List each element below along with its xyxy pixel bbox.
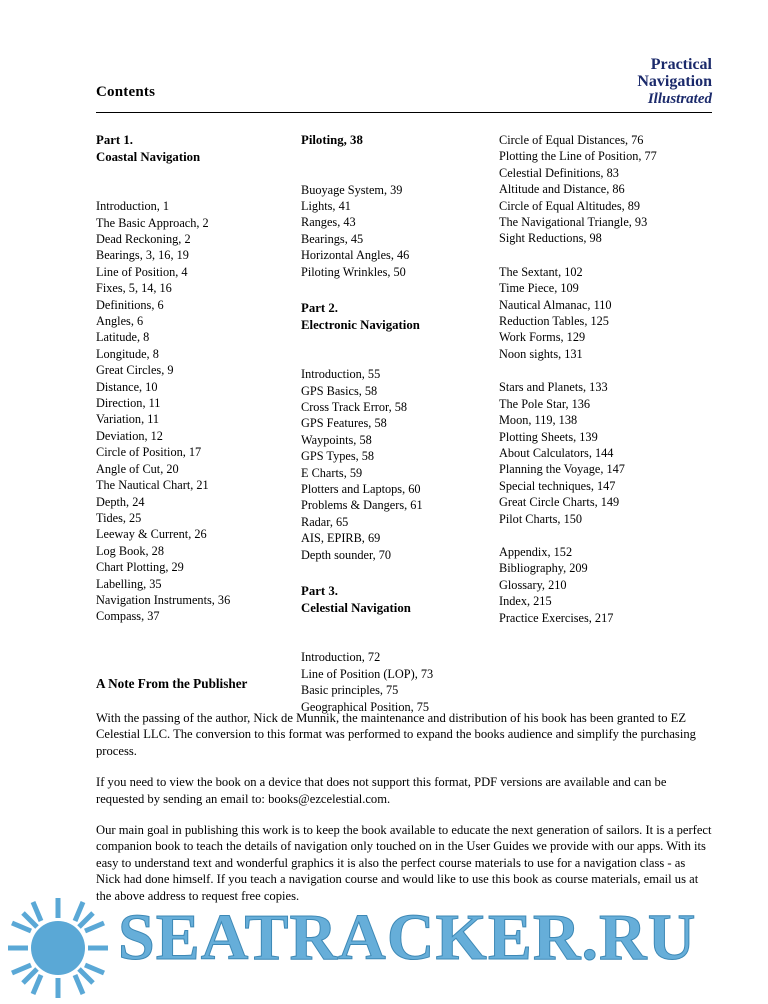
toc-entry[interactable]: AIS, EPIRB, 69	[301, 531, 381, 546]
toc-entry[interactable]: Horizontal Angles, 46	[301, 248, 410, 263]
toc-column-2	[301, 132, 499, 715]
toc-entry[interactable]: Circle of Equal Altitudes, 89	[499, 198, 641, 213]
toc-spacer	[301, 149, 499, 165]
toc-entry[interactable]: Practice Exercises, 217	[499, 610, 614, 625]
toc-entry[interactable]: Distance, 10	[96, 379, 158, 394]
table-of-contents	[96, 132, 712, 715]
toc-entry[interactable]: Compass, 37	[96, 609, 160, 624]
toc-entry[interactable]: Plotting the Line of Position, 77	[499, 149, 657, 164]
publisher-note-title: A Note From the Publisher	[96, 676, 248, 691]
toc-spacer	[301, 280, 499, 300]
toc-entry[interactable]: Dead Reckoning, 2	[96, 232, 191, 246]
toc-entry[interactable]: Great Circles, 9	[96, 363, 174, 378]
page-header	[96, 56, 712, 112]
toc-entry[interactable]: Glossary, 210	[499, 577, 567, 592]
toc-entry[interactable]: Plotters and Laptops, 60	[301, 482, 421, 497]
toc-spacer	[301, 616, 499, 632]
toc-entry[interactable]: Direction, 11	[96, 396, 161, 411]
toc-entry[interactable]: Latitude, 8	[96, 330, 150, 345]
toc-entry[interactable]: Basic principles, 75	[301, 683, 399, 698]
toc-entry[interactable]: Variation, 11	[96, 412, 160, 427]
toc-entry[interactable]: Circle of Position, 17	[96, 445, 202, 460]
toc-entry[interactable]: Fixes, 5, 14, 16	[96, 281, 172, 296]
toc-entry[interactable]: Bearings, 45	[301, 231, 364, 246]
toc-entry[interactable]: Problems & Dangers, 61	[301, 498, 423, 513]
toc-spacer	[301, 563, 499, 583]
page-title: Contents	[96, 84, 156, 100]
toc-entry[interactable]: Altitude and Distance, 86	[499, 182, 625, 197]
logo-line-2: Navigation	[637, 73, 712, 91]
toc-entry[interactable]: Waypoints, 58	[301, 432, 372, 447]
toc-part-heading-line: Part 3.	[301, 584, 338, 599]
toc-entry[interactable]: Introduction, 72	[301, 650, 381, 665]
toc-entry[interactable]: Depth, 24	[96, 494, 145, 509]
toc-entry[interactable]: The Basic Approach, 2	[96, 215, 209, 230]
toc-spacer	[96, 165, 301, 181]
toc-entry[interactable]: Geographical Position, 75	[301, 699, 430, 714]
toc-entry[interactable]: Introduction, 55	[301, 367, 381, 382]
toc-part-heading	[96, 132, 301, 165]
toc-entry[interactable]: Planning the Voyage, 147	[499, 462, 625, 477]
toc-entry[interactable]: Circle of Equal Distances, 76	[499, 133, 644, 147]
toc-entry[interactable]: GPS Types, 58	[301, 449, 375, 464]
toc-entry[interactable]: The Pole Star, 136	[499, 396, 591, 411]
toc-part-heading-line: Celestial Navigation	[301, 600, 411, 615]
logo-line-1: Practical	[650, 56, 712, 73]
toc-spacer	[301, 165, 499, 182]
toc-part-heading-line: Coastal Navigation	[96, 149, 201, 164]
toc-entry[interactable]: Cross Track Error, 58	[301, 400, 408, 415]
sun-icon	[6, 896, 110, 1000]
toc-spacer	[301, 632, 499, 649]
toc-entry[interactable]: Sight Reductions, 98	[499, 231, 602, 246]
toc-spacer	[499, 362, 712, 379]
toc-part-heading-line: Part 2.	[301, 301, 338, 316]
toc-spacer	[96, 181, 301, 198]
toc-part-heading	[301, 300, 499, 333]
toc-entry[interactable]: Piloting Wrinkles, 50	[301, 264, 406, 279]
toc-spacer	[301, 333, 499, 349]
toc-entry[interactable]: Tides, 25	[96, 510, 142, 525]
toc-entry[interactable]: Buoyage System, 39	[301, 182, 403, 197]
toc-entry[interactable]: Leeway & Current, 26	[96, 527, 207, 542]
toc-spacer	[499, 527, 712, 544]
toc-entry[interactable]: Pilot Charts, 150	[499, 511, 583, 526]
toc-entry[interactable]: Definitions, 6	[96, 297, 164, 312]
toc-part-heading	[301, 583, 499, 616]
toc-entry[interactable]: Moon, 119, 138	[499, 413, 578, 428]
toc-entry[interactable]: Ranges, 43	[301, 215, 356, 230]
toc-entry[interactable]: Reduction Tables, 125	[499, 314, 609, 329]
toc-entry[interactable]: Appendix, 152	[499, 544, 573, 559]
toc-entry[interactable]: Angle of Cut, 20	[96, 461, 179, 476]
toc-entry[interactable]: Depth sounder, 70	[301, 547, 392, 562]
toc-entry[interactable]: Plotting Sheets, 139	[499, 429, 598, 444]
watermark-text: SEATRACKER.RU	[118, 901, 697, 974]
toc-entry[interactable]: Log Book, 28	[96, 543, 164, 558]
toc-entry[interactable]: About Calculators, 144	[499, 445, 614, 460]
toc-entry[interactable]: Introduction, 1	[96, 199, 170, 214]
toc-entry[interactable]: E Charts, 59	[301, 465, 363, 480]
toc-entry[interactable]: Line of Position (LOP), 73	[301, 666, 434, 681]
toc-entry[interactable]: Great Circle Charts, 149	[499, 495, 620, 510]
toc-entry[interactable]: Navigation Instruments, 36	[96, 592, 231, 607]
toc-spacer	[301, 349, 499, 366]
toc-entry[interactable]: Deviation, 12	[96, 428, 163, 443]
toc-part-heading-line: Electronic Navigation	[301, 317, 420, 332]
toc-entry[interactable]: Time Piece, 109	[499, 281, 579, 296]
toc-part-heading	[301, 132, 499, 149]
toc-entry[interactable]: Angles, 6	[96, 314, 144, 329]
toc-entry[interactable]: Nautical Almanac, 110	[499, 297, 612, 312]
toc-entry[interactable]: Labelling, 35	[96, 576, 162, 591]
toc-entry[interactable]: Longitude, 8	[96, 346, 159, 361]
toc-entry[interactable]: Lights, 41	[301, 199, 351, 213]
publisher-note-paragraph: With the passing of the author, Nick de Munnik, the maintenance and distribution of his book has been granted to EZ Celestial LLC. The conversion to this format was performed to expand the books audience and simplify the purchasing process.	[96, 711, 696, 758]
toc-entry[interactable]: Special techniques, 147	[499, 478, 616, 493]
toc-entry[interactable]: Noon sights, 131	[499, 346, 583, 361]
toc-entry[interactable]: Celestial Definitions, 83	[499, 165, 619, 180]
toc-part-heading-line: Part 1.	[96, 133, 133, 147]
toc-entry[interactable]: Line of Position, 4	[96, 264, 188, 279]
toc-spacer	[499, 247, 712, 264]
toc-entry[interactable]: Index, 215	[499, 594, 552, 609]
logo-line-3: Illustrated	[647, 90, 712, 107]
toc-entry[interactable]: GPS Basics, 58	[301, 383, 378, 398]
toc-entry[interactable]: Bearings, 3, 16, 19	[96, 248, 189, 263]
toc-entry[interactable]: Stars and Planets, 133	[499, 380, 608, 395]
toc-entry[interactable]: Bibliography, 209	[499, 561, 588, 576]
publisher-note	[96, 676, 712, 919]
toc-entry[interactable]: Radar, 65	[301, 514, 349, 529]
toc-entry[interactable]: The Navigational Triangle, 93	[499, 215, 648, 230]
toc-entry[interactable]: Chart Plotting, 29	[96, 560, 184, 575]
toc-entry[interactable]: The Sextant, 102	[499, 264, 583, 279]
header-divider	[96, 112, 712, 113]
toc-part-heading-line: Piloting, 38	[301, 133, 363, 147]
publisher-note-paragraph: Our main goal in publishing this work is to keep the book available to educate the next generation of sailors. It is a perfect companion book to teach the details of navigation only touched on in the User Guides we provide with our apps. With its easy to understand text and wonderful graphics it is also the perfect course materials to use for a navigation class - as Nick had done himself. If you teach a navigation course and would like to use this book as course materials, email us at the above address to request free copies.	[96, 823, 712, 903]
toc-entry[interactable]: The Nautical Chart, 21	[96, 478, 209, 493]
toc-column-3	[499, 132, 712, 715]
book-logo	[637, 56, 712, 107]
toc-column-1	[96, 132, 301, 715]
publisher-note-paragraph: If you need to view the book on a device that does not support this format, PDF versions are available and can be requested by sending an email to: books@ezcelestial.com.	[96, 775, 667, 806]
toc-entry[interactable]: GPS Features, 58	[301, 416, 387, 431]
toc-entry[interactable]: Work Forms, 129	[499, 330, 586, 345]
